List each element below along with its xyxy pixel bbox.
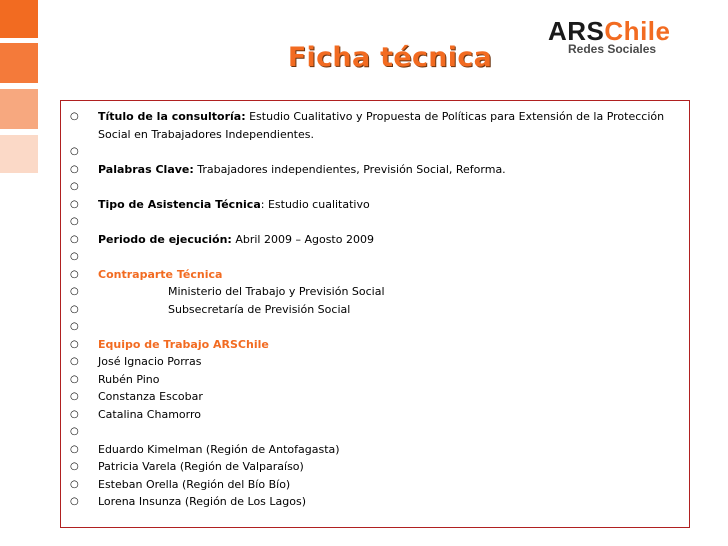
team-member: Esteban Orella (Región del Bío Bío) xyxy=(98,477,291,491)
team-member: Constanza Escobar xyxy=(98,390,203,403)
list-item xyxy=(70,178,685,196)
tipo-label: Tipo de Asistencia Técnica xyxy=(98,197,261,211)
logo-subtitle: Redes Sociales xyxy=(568,42,657,56)
contraparte-subsecretaria: Subsecretaría de Previsión Social xyxy=(168,302,351,316)
list-item xyxy=(70,406,685,424)
list-item xyxy=(70,196,685,214)
bullet-icon: ○ xyxy=(70,163,79,175)
list-item xyxy=(70,353,685,371)
bullet-icon: ○ xyxy=(70,198,79,210)
content-list xyxy=(70,108,685,511)
contraparte-ministerio: Ministerio del Trabajo y Previsión Social xyxy=(168,285,385,298)
arschile-logo xyxy=(548,18,708,58)
team-member: Lorena Insunza (Región de Los Lagos) xyxy=(98,495,307,508)
bullet-icon: ○ xyxy=(70,461,79,472)
contraparte-label: Contraparte Técnica xyxy=(98,267,223,281)
list-item xyxy=(70,301,685,319)
list-item xyxy=(70,336,685,354)
claves-value: Trabajadores independientes, Previsión Social, Reforma. xyxy=(193,162,506,176)
bullet-icon: ○ xyxy=(70,478,79,490)
list-item xyxy=(70,108,685,143)
logo-ars: ARS xyxy=(548,16,605,46)
tipo-value: : Estudio cualitativo xyxy=(260,197,370,211)
bullet-icon: ○ xyxy=(70,338,79,350)
bullet-icon: ○ xyxy=(70,216,79,227)
list-item xyxy=(70,283,685,301)
decor-square-3 xyxy=(0,89,38,129)
list-item xyxy=(70,371,685,389)
bullet-icon: ○ xyxy=(70,268,79,280)
bullet-icon: ○ xyxy=(70,373,79,385)
list-item xyxy=(70,493,685,511)
equipo-label: Equipo de Trabajo ARSChile xyxy=(98,337,269,351)
bullet-icon: ○ xyxy=(70,408,79,420)
list-item xyxy=(70,248,685,266)
team-member: Rubén Pino xyxy=(98,372,160,386)
list-item xyxy=(70,161,685,179)
page-title: Ficha técnica xyxy=(287,42,493,73)
team-member: Patricia Varela (Región de Valparaíso) xyxy=(98,460,304,473)
team-member: Catalina Chamorro xyxy=(98,407,201,421)
bullet-icon: ○ xyxy=(70,181,79,192)
bullet-icon: ○ xyxy=(70,426,79,437)
bullet-icon: ○ xyxy=(70,321,79,332)
logo-chile: Chile xyxy=(604,16,671,46)
bullet-icon: ○ xyxy=(70,303,79,315)
list-item xyxy=(70,441,685,459)
bullet-icon: ○ xyxy=(70,286,79,297)
list-item xyxy=(70,458,685,476)
list-item xyxy=(70,318,685,336)
list-item xyxy=(70,231,685,249)
periodo-label: Periodo de ejecución: xyxy=(98,232,232,246)
list-item xyxy=(70,388,685,406)
periodo-value: Abril 2009 – Agosto 2009 xyxy=(231,232,374,246)
decor-square-4 xyxy=(0,135,38,173)
logo-wordmark xyxy=(548,18,708,44)
claves-label: Palabras Clave: xyxy=(98,162,194,176)
list-item xyxy=(70,213,685,231)
list-item xyxy=(70,476,685,494)
decor-square-1 xyxy=(0,0,38,38)
consultoria-value: Estudio Cualitativo y Propuesta de Políticas para Extensión de la Protección Social en Trabajadores Independientes. xyxy=(98,110,665,141)
team-member: Eduardo Kimelman (Región de Antofagasta) xyxy=(98,442,340,456)
bullet-icon: ○ xyxy=(70,111,79,122)
consultoria-label: Título de la consultoría: xyxy=(98,110,246,123)
bullet-icon: ○ xyxy=(70,496,79,507)
bullet-icon: ○ xyxy=(70,443,79,455)
bullet-icon: ○ xyxy=(70,146,79,157)
list-item xyxy=(70,143,685,161)
list-item xyxy=(70,423,685,441)
bullet-icon: ○ xyxy=(70,251,79,262)
list-item xyxy=(70,266,685,284)
bullet-icon: ○ xyxy=(70,356,79,367)
team-member: José Ignacio Porras xyxy=(98,355,202,368)
bullet-icon: ○ xyxy=(70,391,79,402)
bullet-icon: ○ xyxy=(70,233,79,245)
